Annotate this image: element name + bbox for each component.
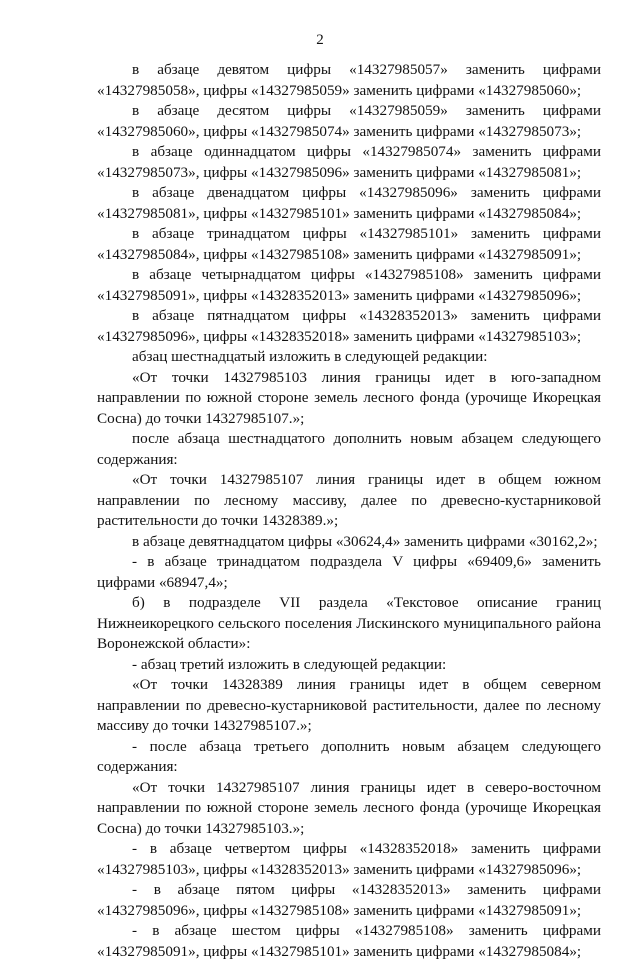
paragraph: абзац шестнадцатый изложить в следующей редакции: — [132, 348, 488, 365]
paragraph: в абзаце четырнадцатом цифры «14327985108» заменить цифрами «14327985091», цифры «14328352013» заменить цифрами «14327985096»; — [97, 266, 601, 304]
paragraph: после абзаца шестнадцатого дополнить новым абзацем следующего содержания: — [97, 430, 601, 468]
paragraph: «От точки 14328389 линия границы идет в общем северном направлении по древесно-кустарниковой растительности, далее по лесному массиву до точки 14327985107.»; — [97, 676, 601, 734]
paragraph: «От точки 14327985107 линия границы идет в общем южном направлении по лесному массиву, далее по древесно-кустарниковой растительности до точки 14328389.»; — [97, 471, 601, 529]
paragraph: - в абзаце четвертом цифры «14328352018» заменить цифрами «14327985103», цифры «14328352013» заменить цифрами «14327985096»; — [97, 840, 601, 878]
paragraph: б) в подразделе VII раздела «Текстовое описание границ Нижнеикорецкого сельского поселения Лискинского муниципального района Воронежской области»: — [97, 594, 601, 652]
paragraph: в абзаце девятнадцатом цифры «30624,4» заменить цифрами «30162,2»; — [132, 532, 598, 550]
document-body — [97, 60, 601, 962]
paragraph: в абзаце девятом цифры «14327985057» заменить цифрами «14327985058», цифры «14327985059» заменить цифрами «14327985060»; — [97, 61, 601, 99]
paragraph: - в абзаце тринадцатом подраздела V цифры «69409,6» заменить цифрами «68947,4»; — [97, 553, 601, 591]
paragraph: в абзаце десятом цифры «14327985059» заменить цифрами «14327985060», цифры «14327985074» заменить цифрами «14327985073»; — [97, 102, 601, 140]
paragraph: в абзаце пятнадцатом цифры «14328352013» заменить цифрами «14327985096», цифры «14328352018» заменить цифрами «14327985103»; — [97, 307, 601, 345]
paragraph: в абзаце одиннадцатом цифры «14327985074» заменить цифрами «14327985073», цифры «14327985096» заменить цифрами «14327985081»; — [97, 143, 601, 181]
paragraph: - абзац третий изложить в следующей редакции: — [132, 655, 447, 673]
paragraph: «От точки 14327985107 линия границы идет в северо-восточном направлении по южной стороне земель лесного фонда (урочище Икорецкая Сосна) до точки 14327985103.»; — [97, 778, 601, 837]
paragraph: в абзаце двенадцатом цифры «14327985096» заменить цифрами «14327985081», цифры «14327985101» заменить цифрами «14327985084»; — [97, 184, 601, 222]
paragraph: - в абзаце пятом цифры «14328352013» заменить цифрами «14327985096», цифры «14327985108» заменить цифрами «14327985091»; — [97, 881, 601, 919]
paragraph: в абзаце тринадцатом цифры «14327985101» заменить цифрами «14327985084», цифры «14327985108» заменить цифрами «14327985091»; — [97, 225, 601, 263]
paragraph: - в абзаце шестом цифры «14327985108» заменить цифрами «14327985091», цифры «14327985101» заменить цифрами «14327985084»; — [97, 922, 601, 960]
paragraph: «От точки 14327985103 линия границы идет в юго-западном направлении по южной стороне земель лесного фонда (урочище Икорецкая Сосна) до точки 14327985107.»; — [97, 368, 601, 427]
page-number: 2 — [316, 32, 324, 48]
paragraph: - после абзаца третьего дополнить новым абзацем следующего содержания: — [97, 737, 601, 775]
